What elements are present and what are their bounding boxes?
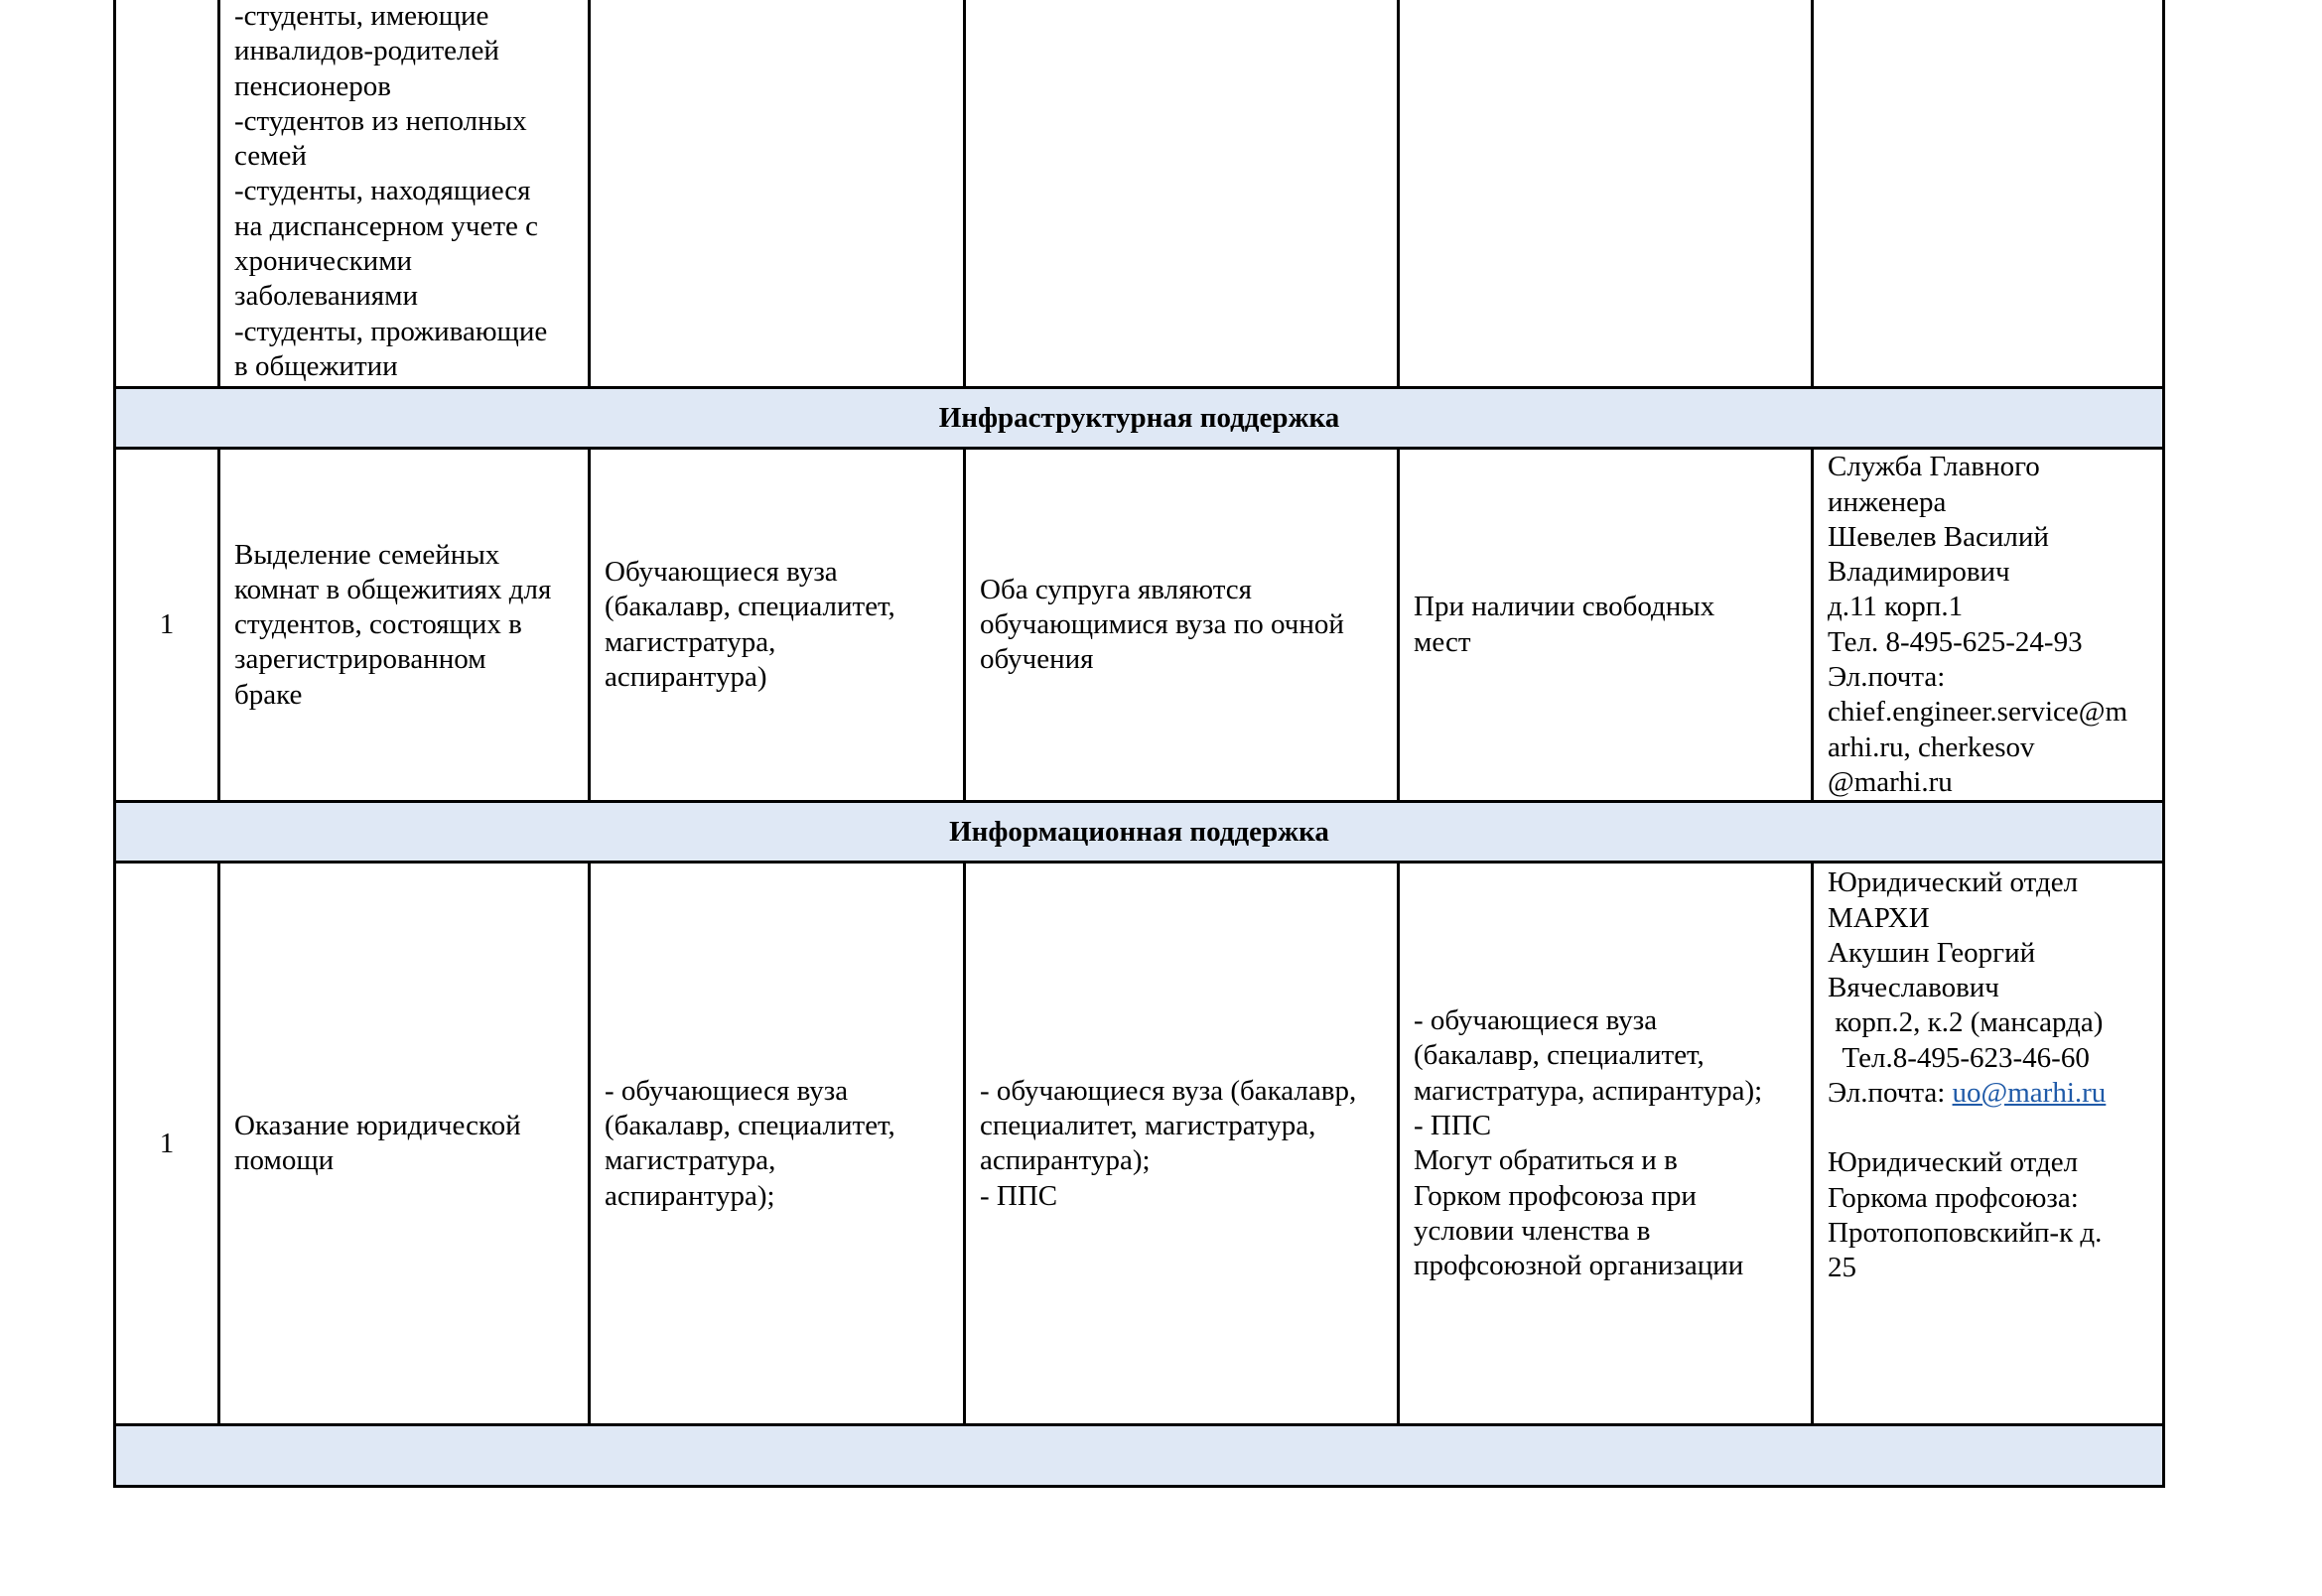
text-line: Оказание юридической <box>234 1109 521 1141</box>
text-line: аспирантура) <box>605 661 767 694</box>
cell-empty <box>1399 0 1813 388</box>
text-line: магистратура, аспирантура); <box>1414 1074 1763 1107</box>
text-line: магистратура, <box>605 625 776 658</box>
cell-contact <box>1813 449 2164 802</box>
text-line: Обучающиеся вуза <box>605 556 838 589</box>
text-line: помощи <box>234 1144 335 1177</box>
table-row <box>115 449 2164 802</box>
text-line: Оба супруга являются <box>980 573 1252 605</box>
row-number: 1 <box>115 449 219 802</box>
text-line: пенсионеров <box>234 69 391 102</box>
contact-text-union <box>1828 1145 2150 1285</box>
text-line: (бакалавр, специалитет, <box>605 1109 895 1141</box>
cell-notes <box>1399 863 1813 1425</box>
table-row-continued <box>115 0 2164 388</box>
text-line: Тел. 8-495-625-24-93 <box>1828 625 2083 658</box>
text-line: д.11 корп.1 <box>1828 591 1964 623</box>
text-line: chief.engineer.service@m <box>1828 696 2128 729</box>
cell-contact <box>1813 863 2164 1425</box>
cell-recipients <box>590 449 965 802</box>
text-line: инженера <box>1828 485 1947 518</box>
cell-measure <box>219 863 590 1425</box>
cell-notes <box>1399 449 1813 802</box>
text-line: заболеваниями <box>234 280 418 313</box>
text-line: (бакалавр, специалитет, <box>605 591 895 623</box>
text-line: - ППС <box>1414 1109 1492 1141</box>
text-line: обучения <box>980 643 1094 676</box>
text-line: Могут обратиться и в <box>1414 1144 1678 1177</box>
text-line: Служба Главного <box>1828 451 2040 483</box>
categories-text <box>234 0 576 384</box>
text-line: Акушин Георгий <box>1828 936 2036 969</box>
text-line: мест <box>1414 625 1471 658</box>
cell-conditions <box>965 449 1399 802</box>
text-line: магистратура, <box>605 1144 776 1177</box>
text-line: arhi.ru, cherkesov <box>1828 731 2035 763</box>
cell-empty <box>1813 0 2164 388</box>
text-line: на диспансерном учете с <box>234 209 538 242</box>
text-line: Протопоповскийп-к д. <box>1828 1216 2103 1249</box>
text-line: браке <box>234 678 303 711</box>
email-label: Эл.почта: <box>1828 1077 1953 1110</box>
cell-number-empty <box>115 0 219 388</box>
text-line: При наличии свободных <box>1414 591 1715 623</box>
contact-text <box>1828 450 2150 800</box>
section-title-infrastructure: Инфраструктурная поддержка <box>115 388 2164 449</box>
text-line: МАРХИ <box>1828 901 1930 934</box>
text-line: - обучающиеся вуза <box>1414 1004 1658 1037</box>
text-line: (бакалавр, специалитет, <box>1414 1039 1705 1072</box>
contact-text-legal-dept <box>1828 865 2150 1076</box>
text-line: Выделение семейных <box>234 538 500 571</box>
text-line: Юридический отдел <box>1828 866 2079 899</box>
cell-conditions <box>965 863 1399 1425</box>
text-line: специалитет, магистратура, <box>980 1109 1316 1141</box>
text-line: -студенты, имеющие <box>234 0 489 32</box>
text-line: - обучающиеся вуза <box>605 1074 849 1107</box>
text-line: -студенты, проживающие <box>234 315 548 347</box>
text-line: - ППС <box>980 1179 1058 1212</box>
text-line: обучающимися вуза по очной <box>980 608 1344 641</box>
empty-section-row <box>115 1425 2164 1487</box>
text-line: Горкома профсоюза: <box>1828 1181 2079 1214</box>
section-header-row <box>115 802 2164 863</box>
section-header-row <box>115 388 2164 449</box>
text-line: Тел.8-495-623-46-60 <box>1828 1041 2090 1074</box>
email-link[interactable]: uo@marhi.ru <box>1952 1077 2107 1110</box>
notes-text <box>1414 590 1799 660</box>
conditions-text <box>980 573 1385 678</box>
cell-recipients <box>590 863 965 1425</box>
section-header-row-empty <box>115 1425 2164 1487</box>
text-line: Шевелев Василий <box>1828 520 2049 553</box>
text-line: аспирантура); <box>980 1144 1151 1177</box>
text-line: студентов, состоящих в <box>234 608 522 641</box>
text-line: зарегистрированном <box>234 643 486 676</box>
recipients-text <box>605 1074 951 1214</box>
text-line: Юридический отдел <box>1828 1146 2079 1179</box>
cell-empty <box>965 0 1399 388</box>
table-row <box>115 863 2164 1425</box>
section-title-information: Информационная поддержка <box>115 802 2164 863</box>
text-line: комнат в общежитиях для <box>234 573 552 605</box>
text-line: -студентов из неполных <box>234 104 527 137</box>
cell-categories <box>219 0 590 388</box>
text-line: 25 <box>1828 1252 1856 1284</box>
cell-empty <box>590 0 965 388</box>
text-line: Владимирович <box>1828 556 2010 589</box>
text-line: - обучающиеся вуза (бакалавр, <box>980 1074 1357 1107</box>
text-line: @marhi.ru <box>1828 765 1953 798</box>
text-line: Вячеславович <box>1828 972 1999 1004</box>
text-line: семей <box>234 140 307 173</box>
row-number: 1 <box>115 863 219 1425</box>
text-line: аспирантура); <box>605 1179 775 1212</box>
notes-text <box>1414 1003 1799 1283</box>
conditions-text <box>980 1074 1385 1214</box>
text-line: профсоюзной организации <box>1414 1250 1744 1282</box>
text-line: Горком профсоюза при <box>1414 1179 1697 1212</box>
recipients-text <box>605 555 951 695</box>
text-line: хроническими <box>234 245 413 278</box>
text-line: условии членства в <box>1414 1214 1651 1247</box>
text-line: -студенты, находящиеся <box>234 175 531 207</box>
text-line: Эл.почта: <box>1828 661 1946 694</box>
measure-text <box>234 1109 576 1179</box>
text-line: корп.2, к.2 (мансарда) <box>1828 1006 2104 1039</box>
spacer <box>1828 1111 2150 1145</box>
text-line: инвалидов-родителей <box>234 35 499 67</box>
measure-text <box>234 538 576 713</box>
support-measures-table <box>113 0 2165 1488</box>
cell-measure <box>219 449 590 802</box>
email-line <box>1828 1076 2150 1111</box>
text-line: в общежитии <box>234 349 398 382</box>
